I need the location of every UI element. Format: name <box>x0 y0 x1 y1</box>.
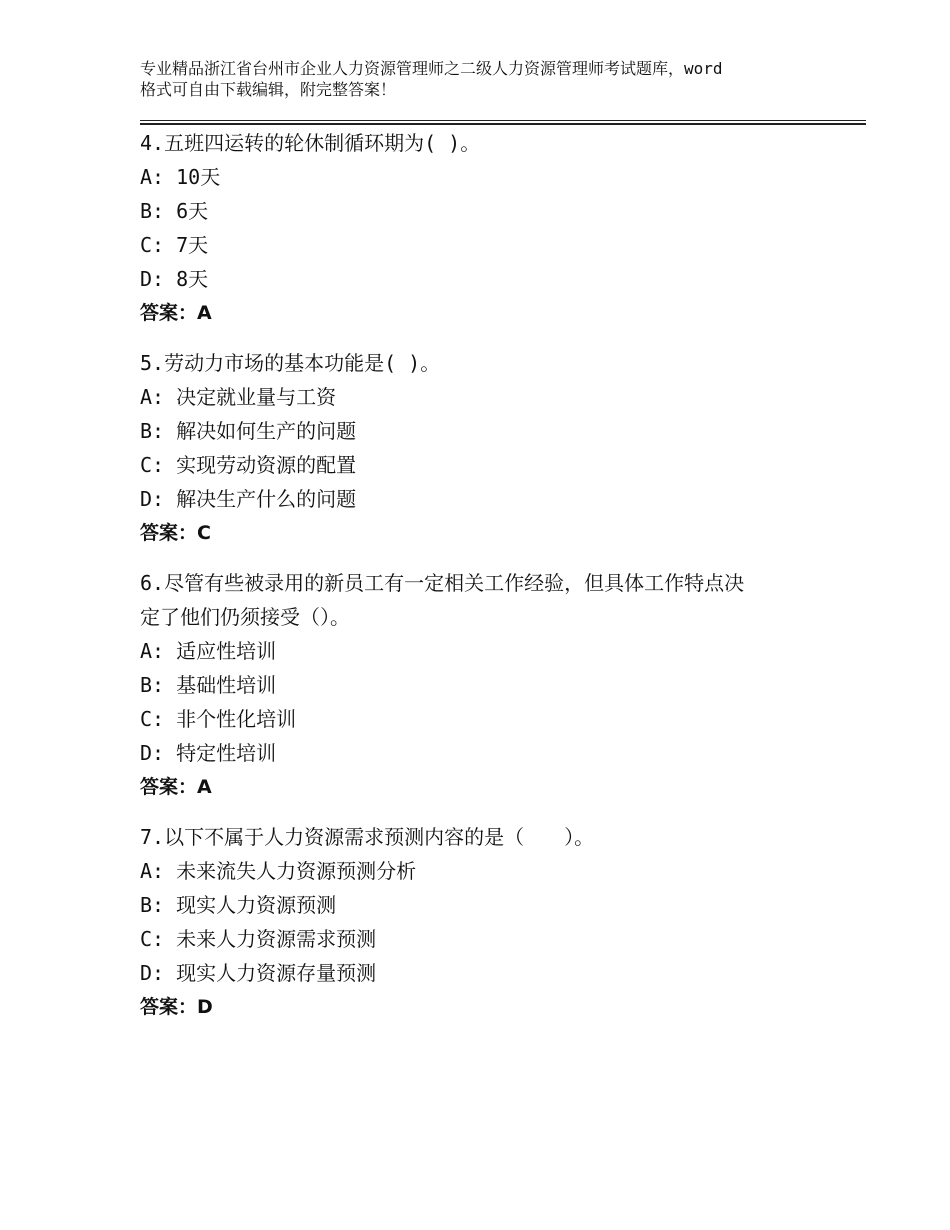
header-line-2: 格式可自由下载编辑，附完整答案！ <box>140 80 397 99</box>
option-d: D: 特定性培训 <box>140 741 277 765</box>
question-stem: 4.五班四运转的轮休制循环期为( )。 <box>140 131 481 155</box>
question-stem: 6.尽管有些被录用的新员工有一定相关工作经验，但具体工作特点决 <box>140 571 745 595</box>
option-d: D: 8天 <box>140 267 209 291</box>
question-4 <box>140 126 840 330</box>
answer-line: 答案：A <box>140 302 212 324</box>
option-c: C: 未来人力资源需求预测 <box>140 927 377 951</box>
option-a: A: 决定就业量与工资 <box>140 385 337 409</box>
header-divider-thick <box>140 123 866 125</box>
option-a: A: 未来流失人力资源预测分析 <box>140 859 417 883</box>
option-c: C: 非个性化培训 <box>140 707 297 731</box>
question-5 <box>140 346 840 550</box>
document-header <box>140 58 840 100</box>
question-stem-continued: 定了他们仍须接受（）。 <box>140 605 350 629</box>
question-6 <box>140 566 840 804</box>
question-list <box>140 126 840 1040</box>
option-b: B: 解决如何生产的问题 <box>140 419 357 443</box>
header-divider-thin <box>140 120 866 121</box>
option-a: A: 10天 <box>140 165 221 189</box>
answer-line: 答案：C <box>140 522 211 544</box>
option-b: B: 现实人力资源预测 <box>140 893 337 917</box>
option-d: D: 解决生产什么的问题 <box>140 487 357 511</box>
option-c: C: 实现劳动资源的配置 <box>140 453 357 477</box>
question-7 <box>140 820 840 1024</box>
option-d: D: 现实人力资源存量预测 <box>140 961 377 985</box>
option-a: A: 适应性培训 <box>140 639 277 663</box>
question-stem: 7.以下不属于人力资源需求预测内容的是（ ）。 <box>140 825 595 849</box>
header-line-1: 专业精品浙江省台州市企业人力资源管理师之二级人力资源管理师考试题库，word <box>140 59 723 78</box>
option-b: B: 基础性培训 <box>140 673 277 697</box>
option-b: B: 6天 <box>140 199 209 223</box>
question-stem: 5.劳动力市场的基本功能是( )。 <box>140 351 441 375</box>
answer-line: 答案：D <box>140 996 213 1018</box>
answer-line: 答案：A <box>140 776 212 798</box>
option-c: C: 7天 <box>140 233 209 257</box>
